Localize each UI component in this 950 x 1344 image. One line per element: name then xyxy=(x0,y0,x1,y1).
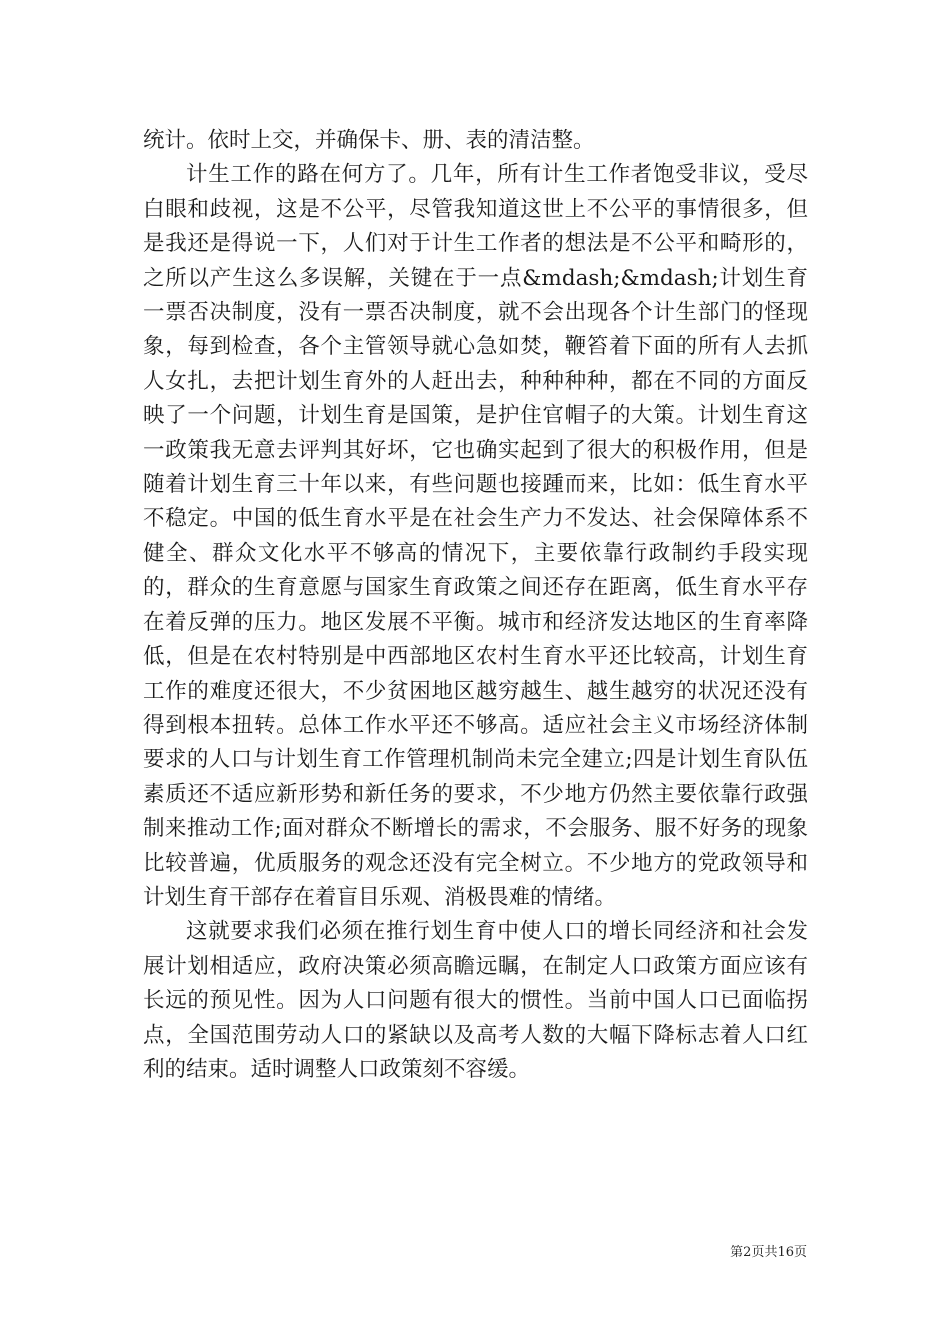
page-number-footer: 第2页共16页 xyxy=(730,1245,807,1260)
document-body xyxy=(143,124,808,1087)
paragraph-1: 统计。依时上交，并确保卡、册、表的清洁整。 xyxy=(143,128,595,153)
paragraph-3: 这就要求我们必须在推行划生育中使人口的增长同经济和社会发展计划相适应，政府决策必须高瞻远瞩，在制定人口政策方面应该有长远的预见性。因为人口问题有很大的惯性。当前中国人口已面临拐点，全国范围劳动人口的紧缺以及高考人数的大幅下降标志着人口红利的结束。适时调整人口政策刻不容缓。 xyxy=(143,919,808,1082)
paragraph-2: 计生工作的路在何方了。几年，所有计生工作者饱受非议，受尽白眼和歧视，这是不公平，尽管我知道这世上不公平的事情很多，但是我还是得说一下，人们对于计生工作者的想法是不公平和畸形的，之所以产生这么多误解，关键在于一点&mdash;&mdash;计划生育一票否决制度，没有一票否决制度，就不会出现各个计生部门的怪现象，每到检查，各个主管领导就心急如焚，鞭笞着下面的所有人去抓人女扎，去把计划生育外的人赶出去，种种种种，都在不同的方面反映了一个问题，计划生育是国策，是护住官帽子的大策。计划生育这一政策我无意去评判其好坏，它也确实起到了很大的积极作用，但是随着计划生育三十年以来，有些问题也接踵而来，比如：低生育水平不稳定。中国的低生育水平是在社会生产力不发达、社会保障体系不健全、群众文化水平不够高的情况下，主要依靠行政制约手段实现的，群众的生育意愿与国家生育政策之间还存在距离，低生育水平存在着反弹的压力。地区发展不平衡。城市和经济发达地区的生育率降低，但是在农村特别是中西部地区农村生育水平还比较高，计划生育工作的难度还很大，不少贫困地区越穷越生、越生越穷的状况还没有得到根本扭转。总体工作水平还不够高。适应社会主义市场经济体制要求的人口与计划生育工作管理机制尚未完全建立;四是计划生育队伍素质还不适应新形势和新任务的要求，不少地方仍然主要依靠行政强制来推动工作;面对群众不断增长的需求，不会服务、服不好务的现象比较普遍，优质服务的观念还没有完全树立。不少地方的党政领导和计划生育干部存在着盲目乐观、消极畏难的情绪。 xyxy=(143,162,808,910)
